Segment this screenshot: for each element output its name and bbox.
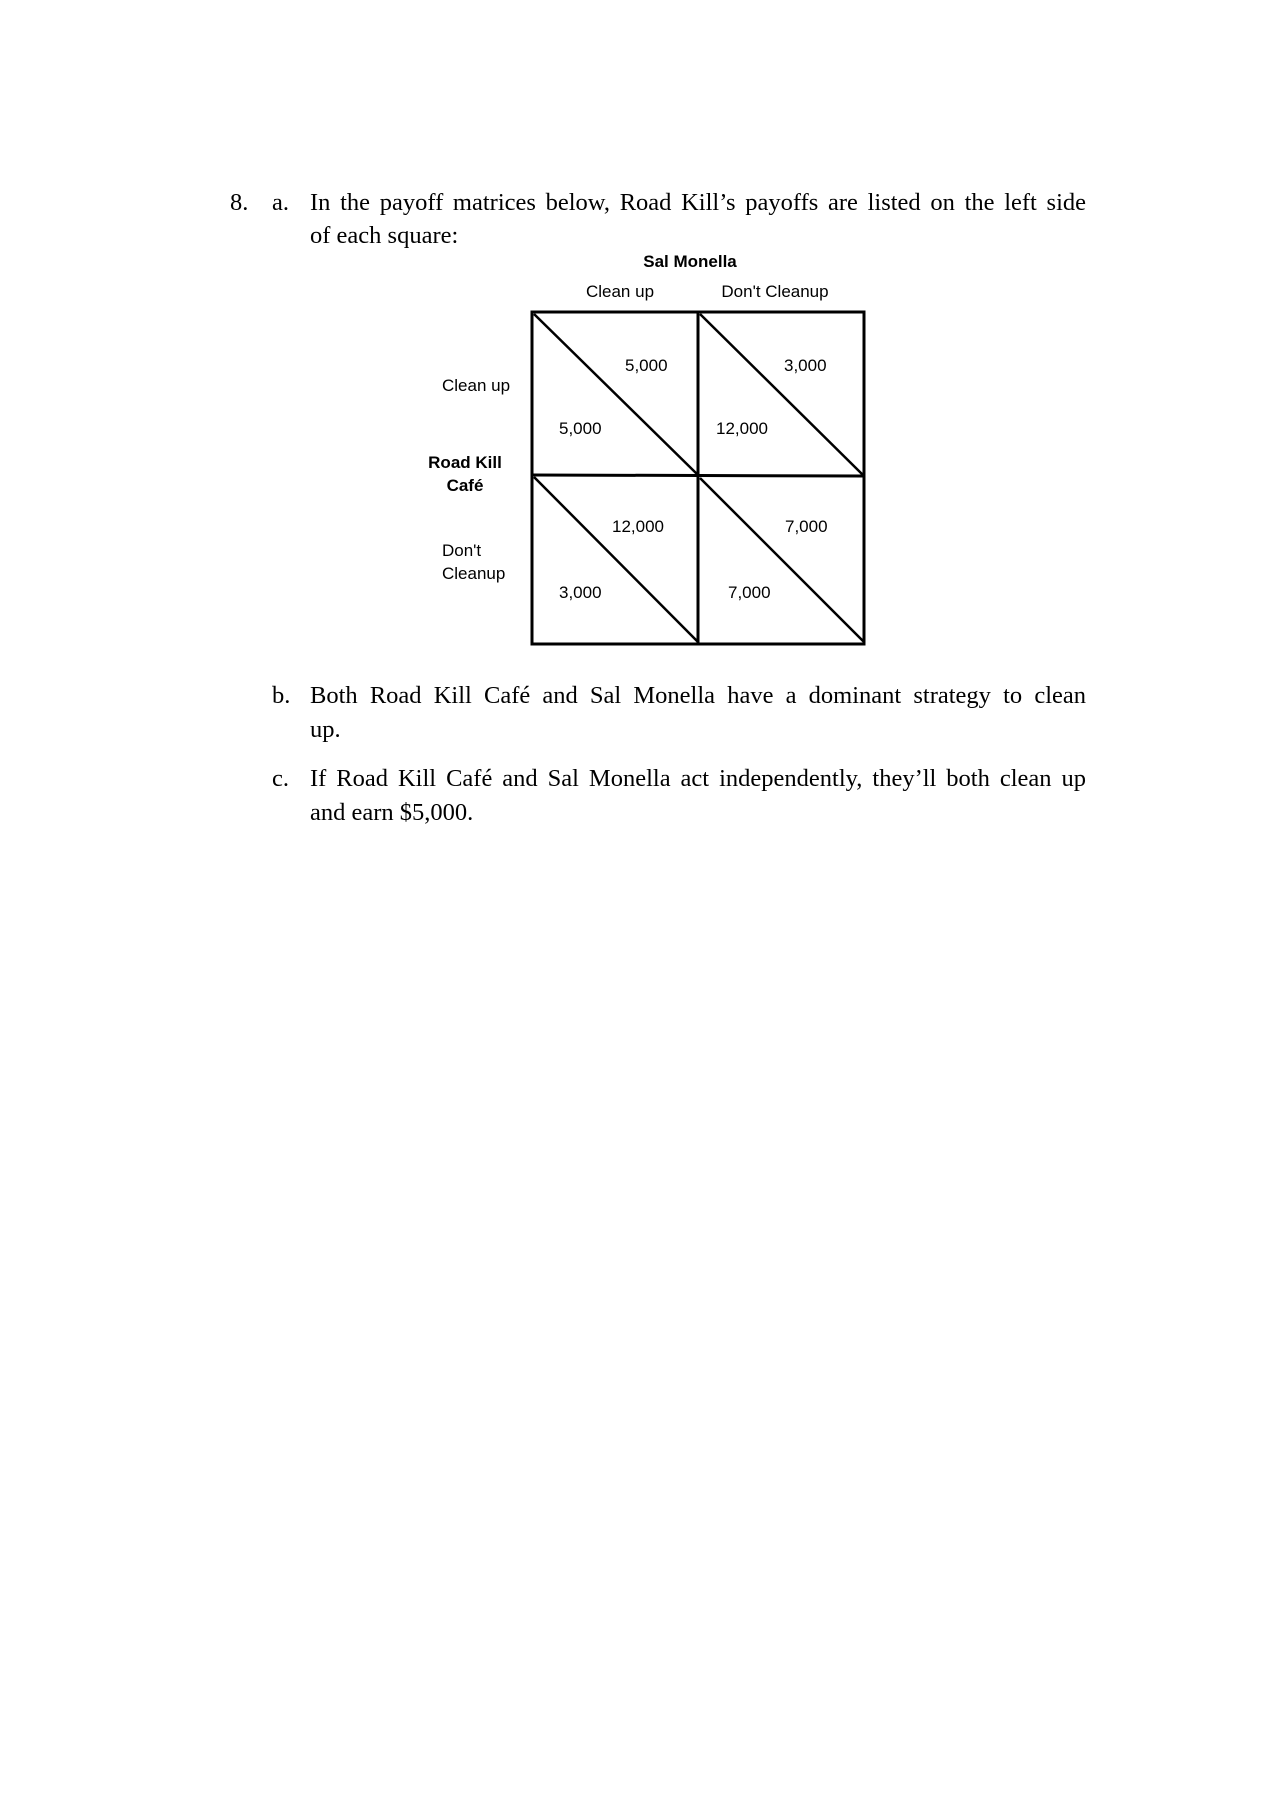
- row-strategy-dont-line-2: Cleanup: [442, 564, 506, 583]
- item-c-label: c.: [272, 765, 289, 792]
- item-a-label: a.: [272, 189, 289, 216]
- payoff-sal-monella-dont-cleanup: 12,000: [612, 517, 664, 536]
- cell-diagonal-bottom-left: [534, 477, 698, 642]
- item-c-line-2: and earn $5,000.: [310, 799, 474, 826]
- column-strategy-clean-up: Clean up: [585, 282, 655, 301]
- column-player-label: Sal Monella: [643, 252, 737, 271]
- matrix-grid: [0, 0, 1280, 700]
- payoff-sal-monella-dont-dont: 7,000: [785, 517, 828, 536]
- row-player-label-line-2: Café: [446, 476, 484, 495]
- item-a-line-2: of each square:: [310, 222, 459, 249]
- item-b-label: b.: [272, 682, 291, 709]
- cell-diagonal-bottom-right: [700, 478, 864, 642]
- row-player-label-line-1: Road Kill: [428, 453, 502, 472]
- matrix-horizontal-divider: [532, 475, 864, 476]
- item-a-line-1: In the payoff matrices below, Road Kill’s payoffs are listed on the left side: [310, 189, 1086, 216]
- item-c-line-1: If Road Kill Café and Sal Monella act independently, they’ll both clean up: [310, 765, 1086, 792]
- payoff-sal-monella-cleanup-cleanup: 5,000: [625, 356, 668, 375]
- payoff-road-kill-cleanup-dont: 12,000: [716, 419, 768, 438]
- payoff-road-kill-dont-dont: 7,000: [728, 583, 771, 602]
- item-b-line-2: up.: [310, 716, 341, 743]
- payoff-matrix: [0, 0, 1280, 700]
- column-strategy-dont-cleanup: Don't Cleanup: [721, 282, 829, 301]
- payoff-road-kill-cleanup-cleanup: 5,000: [559, 419, 602, 438]
- question-number: 8.: [230, 189, 249, 216]
- payoff-sal-monella-cleanup-dont: 3,000: [784, 356, 827, 375]
- row-strategy-clean-up: Clean up: [442, 376, 511, 395]
- cell-diagonal-top-left: [534, 314, 698, 475]
- row-strategy-dont-line-1: Don't: [442, 541, 482, 560]
- cell-diagonal-top-right: [700, 314, 864, 476]
- item-b-line-1: Both Road Kill Café and Sal Monella have a dominant strategy to clean: [310, 682, 1086, 709]
- payoff-road-kill-dont-cleanup: 3,000: [559, 583, 602, 602]
